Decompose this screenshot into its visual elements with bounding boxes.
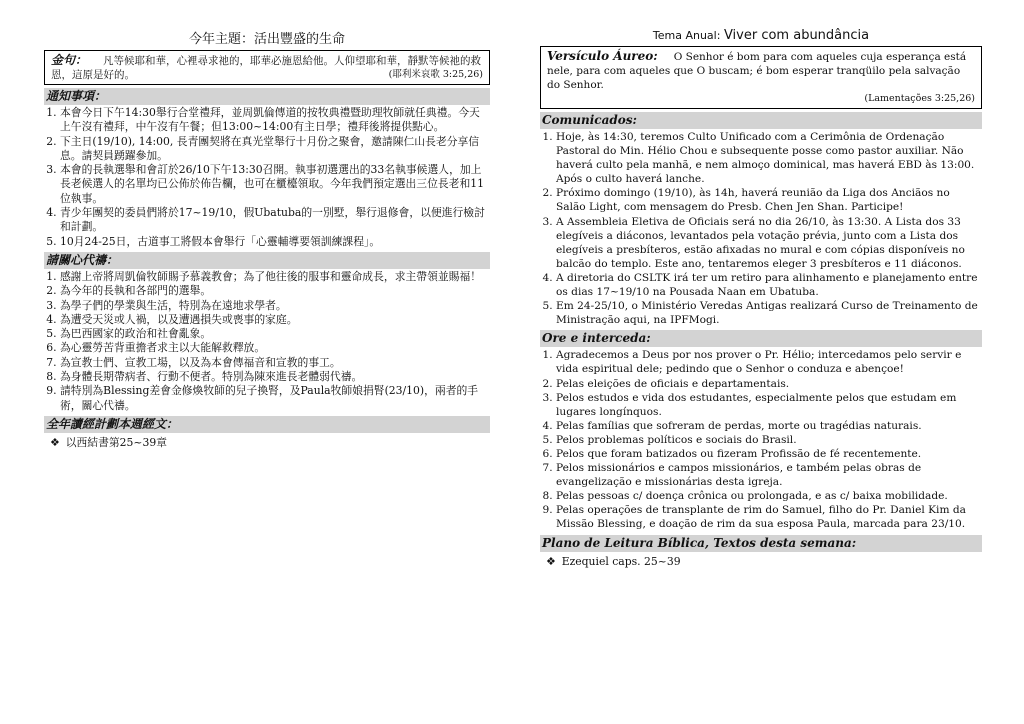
list-item: 5. Em 24-25/10, o Ministério Veredas Antigas realizará Curso de Treinamento de Ministração aqui, na IPFMogi. (556, 299, 982, 327)
reading-item-zh (44, 435, 490, 450)
notices-list-pt (540, 130, 982, 327)
list-item: 2. Pelas eleições de oficiais e departamentais. (556, 377, 982, 391)
chinese-column (44, 28, 490, 450)
theme-text-pt: Viver com abundância (723, 28, 870, 43)
list-item: 5. 為巴西國家的政治和社會亂象。 (60, 327, 490, 341)
prayer-list-pt (540, 348, 982, 531)
diamond-bullet-icon: ❖ (546, 554, 556, 568)
list-item: 9. Pelas operações de transplante de rim do Samuel, filho do Pr. Daniel Kim da Missão Blessing, e doação de rim da sua esposa Paula, marcada para 23/10. (556, 503, 982, 531)
list-item: 3. A Assembleia Eletiva de Oficiais será no dia 26/10, às 13:30. A Lista dos 33 elegíveis a diáconos, levantados pela votação prévia, junto com a Lista dos elegíveis a presbíteros, estão afixadas no mural e com cópias disponíveis no balcão do templo. Este ano, tentaremos eleger 3 presbíteros e 11 diáconos. (556, 215, 982, 271)
annual-theme-pt (540, 28, 982, 43)
golden-verse-box-pt (540, 46, 982, 109)
section-title-reading-zh: 全年讀經計劃本週經文： (44, 416, 490, 433)
diamond-bullet-icon: ❖ (50, 435, 60, 449)
list-item: 6. Pelos que foram batizados ou fizeram Profissão de fé recentemente. (556, 447, 982, 461)
list-item: 3. 為學子們的學業與生活，特別為在遠地求學者。 (60, 299, 490, 313)
list-item: 8. Pelas pessoas c/ doença crônica ou prolongada, e as c/ baixa mobilidade. (556, 489, 982, 503)
list-item: 7. Pelos missionários e campos missionários, e também pelas obras de evangelização e missionárias desta igreja. (556, 461, 982, 489)
section-title-prayer-zh: 請關心代禱： (44, 252, 490, 269)
list-item: 5. Pelos problemas políticos e sociais do Brasil. (556, 433, 982, 447)
list-item: 4. A diretoria do CSLTK irá ter um retiro para alinhamento e planejamento entre os dias 17~19/10 na Pousada Naan em Ubatuba. (556, 271, 982, 299)
list-item: 7. 為宣教士們、宣教工場，以及為本會傳福音和宣教的事工。 (60, 356, 490, 370)
reading-text-pt: Ezequiel caps. 25~39 (561, 554, 681, 568)
prayer-list-zh (44, 270, 490, 413)
list-item: 1. 本會今日下午14:30舉行合堂禮拜，並周凱倫傳道的按牧典禮暨助理牧師就任典禮。今天上午沒有禮拜，中午沒有午餐；但13:00~14:00有主日學；禮拜後將提供點心。 (60, 106, 490, 135)
annual-theme-zh: 今年主題：活出豐盛的生命 (188, 32, 345, 47)
list-item: 2. Próximo domingo (19/10), às 14h, haverá reunião da Liga dos Anciãos no Salão Light, com mensagem do Presb. Chen Jen Shan. Participe! (556, 186, 982, 214)
verse-reference-pt: (Lamentações 3:25,26) (864, 93, 975, 104)
list-item: 8. 為身體長期帶病者、行動不便者。特別為陳來進長老體弱代禱。 (60, 370, 490, 384)
reading-text-zh: 以西結書第25~39章 (65, 435, 167, 449)
list-item: 1. Hoje, às 14:30, teremos Culto Unificado com a Cerimônia de Ordenação Pastoral do Min. Hélio Chou e subsequente posse como pastor auxiliar. Não haverá culto pela manhã, e nem almoço dominical, mas haverá EBD às 13:00. Após o culto haverá lanche. (556, 130, 982, 186)
list-item: 1. 感謝上帝將周凱倫牧師賜予慕義教會；為了他往後的服事和靈命成長，求主帶領並賜福！ (60, 270, 490, 284)
list-item: 2. 下主日(19/10), 14:00, 長青團契將在真光堂舉行十月份之聚會，邀請陳仁山長老分享信息。請契員踴躍參加。 (60, 135, 490, 164)
golden-verse-box-zh (44, 50, 490, 85)
list-item: 2. 為今年的長執和各部門的選舉。 (60, 284, 490, 298)
list-item: 3. Pelos estudos e vida dos estudantes, especialmente pelos que estudam em lugares longínquos. (556, 391, 982, 419)
list-item: 5. 10月24-25日，古道事工將假本會舉行「心靈輔導要領訓練課程」。 (60, 235, 490, 249)
verse-label-pt: Versículo Áureo: (547, 49, 658, 63)
verse-text-zh: 凡等候耶和華，心裡尋求祂的，耶華必施恩給他。人仰望耶和華，靜默等候祂的救恩，這原是好的。 (51, 55, 482, 81)
theme-prefix-pt: Tema Anual: (652, 29, 724, 42)
list-item: 4. 青少年團契的委員們將於17~19/10，假Ubatuba的一別墅，舉行退修會，以便進行檢討和計劃。 (60, 206, 490, 235)
section-title-notices-zh: 通知事項： (44, 88, 490, 105)
verse-text-pt: O Senhor é bom para com aqueles cuja esperança está nele, para com aqueles que O buscam; é bom esperar tranqüilo pela salvação do Senhor. (547, 51, 967, 91)
list-item: 6. 為心靈勞苦背重擔者求主以大能解救釋放。 (60, 341, 490, 355)
list-item: 3. 本會的長執選舉和會訂於26/10下午13:30召開。執事初選選出的33名執事候選人，加上長老候選人的名單均已公佈於佈告欄，也可在櫃檯領取。今年我們預定選出三位長老和11位執事。 (60, 163, 490, 206)
verse-reference-zh: (耶利米哀歌 3:25,26) (388, 69, 483, 80)
notices-list-zh (44, 106, 490, 249)
section-title-reading-pt: Plano de Leitura Bíblica, Textos desta semana: (540, 535, 982, 552)
reading-item-pt (540, 554, 982, 569)
section-title-prayer-pt: Ore e interceda: (540, 330, 982, 347)
portuguese-column (540, 28, 982, 569)
list-item: 1. Agradecemos a Deus por nos prover o Pr. Hélio; intercedamos pelo servir e vida espiritual dele; pedindo que o Senhor o conduza e abençoe! (556, 348, 982, 376)
list-item: 9. 請特別為Blessing差會金修煥牧師的兒子換腎，及Paula牧師娘捐腎(23/10)，兩者的手術，關心代禱。 (60, 384, 490, 413)
list-item: 4. 為遭受天災或人禍，以及遭遇損失或喪事的家庭。 (60, 313, 490, 327)
verse-label-zh: 金句： (51, 53, 88, 67)
list-item: 4. Pelas famílias que sofreram de perdas, morte ou tragédias naturais. (556, 419, 982, 433)
section-title-notices-pt: Comunicados: (540, 112, 982, 129)
